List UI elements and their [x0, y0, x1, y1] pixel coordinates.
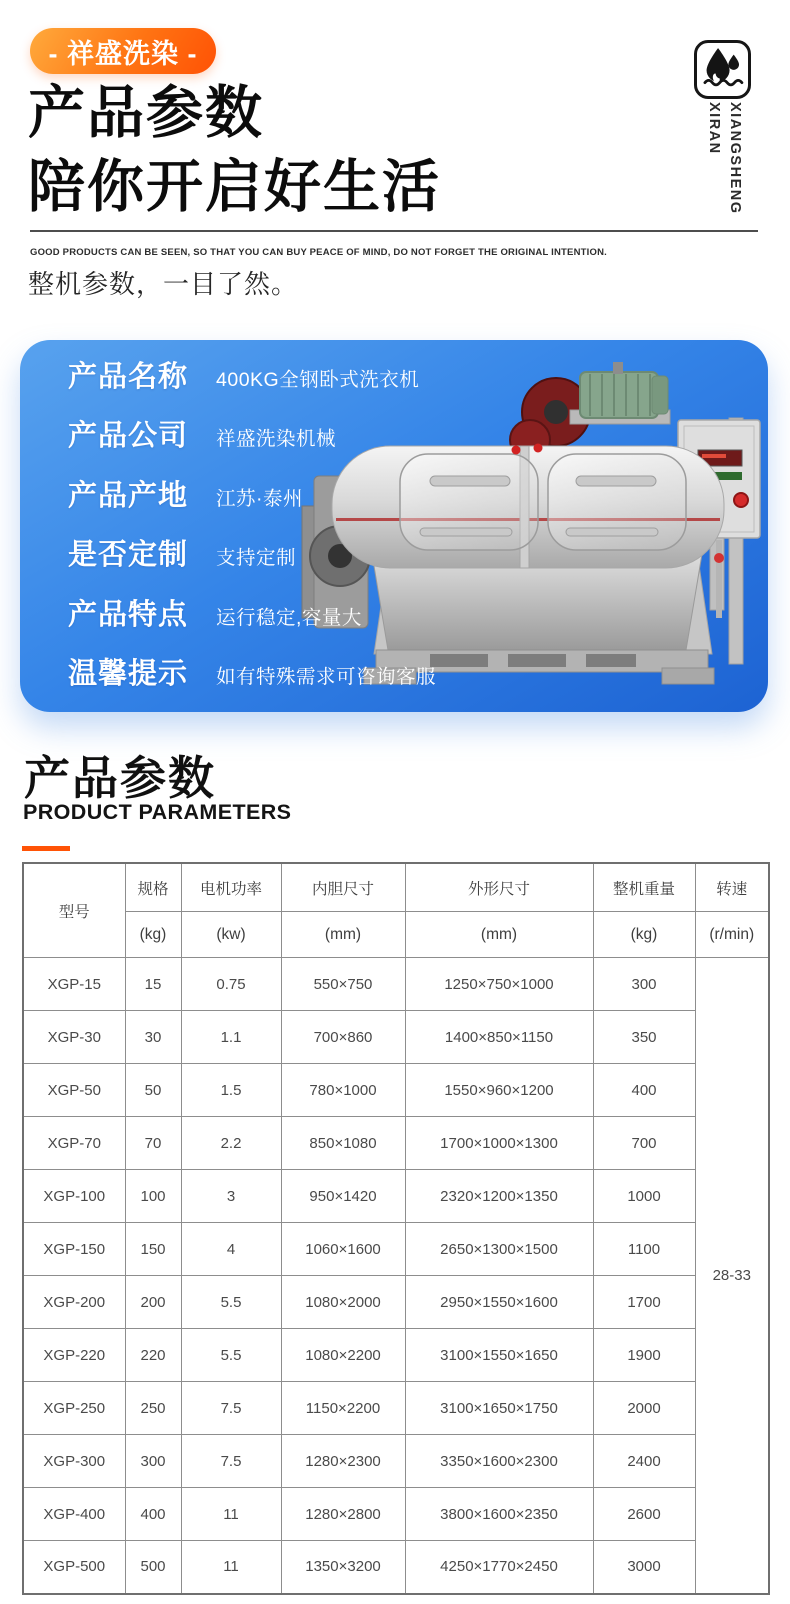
- table-cell: XGP-150: [23, 1223, 125, 1276]
- product-info-row: [68, 354, 768, 395]
- table-cell: XGP-200: [23, 1276, 125, 1329]
- hero-divider: [30, 230, 758, 232]
- product-info-row: [68, 592, 768, 633]
- info-value: 支持定制: [216, 547, 297, 570]
- info-label: 温馨提示: [68, 657, 189, 690]
- info-label: 是否定制: [68, 539, 189, 572]
- table-cell: 2600: [593, 1488, 695, 1541]
- table-row: [23, 1276, 769, 1329]
- table-row: [23, 1382, 769, 1435]
- product-info-rows: [68, 340, 768, 712]
- table-cell: XGP-400: [23, 1488, 125, 1541]
- col-header-weight: 整机重量: [593, 863, 695, 912]
- table-row: [23, 1329, 769, 1382]
- table-cell: 1700: [593, 1276, 695, 1329]
- table-cell: 1.5: [181, 1064, 281, 1117]
- table-cell: 15: [125, 958, 181, 1011]
- table-cell: 300: [125, 1435, 181, 1488]
- page-title: [28, 76, 441, 224]
- table-cell: 100: [125, 1170, 181, 1223]
- table-cell: 2400: [593, 1435, 695, 1488]
- table-cell: 2320×1200×1350: [405, 1170, 593, 1223]
- table-cell: 1100: [593, 1223, 695, 1276]
- table-cell: 850×1080: [281, 1117, 405, 1170]
- table-cell: 4: [181, 1223, 281, 1276]
- table-row: [23, 1117, 769, 1170]
- table-cell: 1400×850×1150: [405, 1011, 593, 1064]
- table-cell: 1.1: [181, 1011, 281, 1064]
- table-cell: 2950×1550×1600: [405, 1276, 593, 1329]
- brand-badge-label: - 祥盛洗染 -: [48, 38, 198, 69]
- table-cell: 50: [125, 1064, 181, 1117]
- section-accent-bar: [22, 846, 70, 851]
- table-cell: 500: [125, 1541, 181, 1594]
- table-cell: 3: [181, 1170, 281, 1223]
- info-value: 400KG全钢卧式洗衣机: [216, 369, 420, 391]
- table-cell: 700×860: [281, 1011, 405, 1064]
- col-unit-weight: (kg): [593, 912, 695, 958]
- table-cell: 950×1420: [281, 1170, 405, 1223]
- table-cell: XGP-300: [23, 1435, 125, 1488]
- col-header-model: 型号: [23, 863, 125, 958]
- info-value: 运行稳定,容量大: [216, 606, 362, 629]
- info-value: 祥盛洗染机械: [216, 428, 337, 451]
- brand-logo-vertical-text: [701, 102, 745, 222]
- table-cell: 3800×1600×2350: [405, 1488, 593, 1541]
- col-header-motor-power: 电机功率: [181, 863, 281, 912]
- table-cell: 700: [593, 1117, 695, 1170]
- table-cell: 4250×1770×2450: [405, 1541, 593, 1594]
- table-header-row-labels: [23, 863, 769, 912]
- info-value: 如有特殊需求可咨询客服: [216, 665, 437, 688]
- table-cell: 3100×1550×1650: [405, 1329, 593, 1382]
- table-cell: 1150×2200: [281, 1382, 405, 1435]
- table-cell: 1060×1600: [281, 1223, 405, 1276]
- info-value: 江苏·泰州: [216, 487, 303, 510]
- table-cell: 200: [125, 1276, 181, 1329]
- col-header-outer-size: 外形尺寸: [405, 863, 593, 912]
- table-body: [23, 958, 769, 1594]
- table-cell: 400: [125, 1488, 181, 1541]
- product-info-card: [20, 340, 768, 712]
- col-unit-capacity: (kg): [125, 912, 181, 958]
- table-cell: 1900: [593, 1329, 695, 1382]
- table-cell: 220: [125, 1329, 181, 1382]
- col-header-speed: 转速: [695, 863, 769, 912]
- table-cell: 5.5: [181, 1276, 281, 1329]
- page-title-line2: 陪你开启好生活: [28, 155, 441, 219]
- table-header-row-units: [23, 912, 769, 958]
- table-cell: 550×750: [281, 958, 405, 1011]
- col-unit-drum-size: (mm): [281, 912, 405, 958]
- table-cell: 7.5: [181, 1435, 281, 1488]
- table-cell: 400: [593, 1064, 695, 1117]
- table-cell: XGP-15: [23, 958, 125, 1011]
- brand-logo-text-line2: XIRAN: [706, 102, 722, 155]
- col-unit-speed: (r/min): [695, 912, 769, 958]
- table-cell: 1000: [593, 1170, 695, 1223]
- table-cell: 11: [181, 1488, 281, 1541]
- speed-merged-cell: 28-33: [695, 958, 769, 1594]
- table-cell: 1350×3200: [281, 1541, 405, 1594]
- table-cell: 3000: [593, 1541, 695, 1594]
- table-cell: 3100×1650×1750: [405, 1382, 593, 1435]
- table-cell: 780×1000: [281, 1064, 405, 1117]
- table-cell: 0.75: [181, 958, 281, 1011]
- parameters-table: [22, 862, 770, 1595]
- col-unit-outer-size: (mm): [405, 912, 593, 958]
- product-info-row: [68, 473, 768, 514]
- table-cell: 5.5: [181, 1329, 281, 1382]
- table-cell: 3350×1600×2300: [405, 1435, 593, 1488]
- table-cell: 70: [125, 1117, 181, 1170]
- table-cell: 1280×2800: [281, 1488, 405, 1541]
- table-cell: XGP-50: [23, 1064, 125, 1117]
- table-cell: XGP-250: [23, 1382, 125, 1435]
- table-cell: XGP-500: [23, 1541, 125, 1594]
- table-cell: 30: [125, 1011, 181, 1064]
- table-cell: 300: [593, 958, 695, 1011]
- table-cell: 2650×1300×1500: [405, 1223, 593, 1276]
- table-row: [23, 1435, 769, 1488]
- water-drop-waves-icon: [700, 44, 746, 95]
- product-info-row: [68, 413, 768, 454]
- table-row: [23, 1011, 769, 1064]
- page-title-line1: 产品参数: [28, 81, 264, 145]
- info-label: 产品特点: [68, 598, 189, 631]
- table-row: [23, 1223, 769, 1276]
- table-cell: 11: [181, 1541, 281, 1594]
- table-cell: 250: [125, 1382, 181, 1435]
- table-cell: XGP-220: [23, 1329, 125, 1382]
- info-label: 产品名称: [68, 361, 189, 393]
- table-cell: 2000: [593, 1382, 695, 1435]
- table-row: [23, 1064, 769, 1117]
- brand-logo: [694, 40, 751, 99]
- table-row: [23, 958, 769, 1011]
- table-cell: 1080×2200: [281, 1329, 405, 1382]
- table-row: [23, 1488, 769, 1541]
- tagline-chinese: 整机参数，一目了然。: [28, 269, 299, 299]
- tagline-english: GOOD PRODUCTS CAN BE SEEN, SO THAT YOU CAN BUY PEACE OF MIND, DO NOT FORGET THE ORIGINAL INTENTION.: [30, 247, 607, 258]
- table-cell: 1550×960×1200: [405, 1064, 593, 1117]
- table-cell: 1700×1000×1300: [405, 1117, 593, 1170]
- table-cell: 150: [125, 1223, 181, 1276]
- table-cell: XGP-30: [23, 1011, 125, 1064]
- table-cell: XGP-70: [23, 1117, 125, 1170]
- table-cell: XGP-100: [23, 1170, 125, 1223]
- col-header-drum-size: 内胆尺寸: [281, 863, 405, 912]
- section-title: 产品参数: [24, 752, 216, 804]
- table-row: [23, 1170, 769, 1223]
- table-cell: 350: [593, 1011, 695, 1064]
- brand-badge: [30, 28, 216, 74]
- table-cell: 1250×750×1000: [405, 958, 593, 1011]
- table-header: [23, 863, 769, 958]
- info-label: 产品产地: [68, 479, 189, 512]
- section-subtitle: PRODUCT PARAMETERS: [23, 800, 292, 824]
- table-cell: 2.2: [181, 1117, 281, 1170]
- table-row: [23, 1541, 769, 1594]
- col-unit-motor-power: (kw): [181, 912, 281, 958]
- info-label: 产品公司: [68, 420, 189, 453]
- table-cell: 7.5: [181, 1382, 281, 1435]
- col-header-capacity: 规格: [125, 863, 181, 912]
- table-cell: 1280×2300: [281, 1435, 405, 1488]
- brand-logo-text-line1: XIANGSHENG: [727, 102, 743, 215]
- table-cell: 1080×2000: [281, 1276, 405, 1329]
- product-info-row: [68, 532, 768, 573]
- product-info-row: [68, 651, 768, 692]
